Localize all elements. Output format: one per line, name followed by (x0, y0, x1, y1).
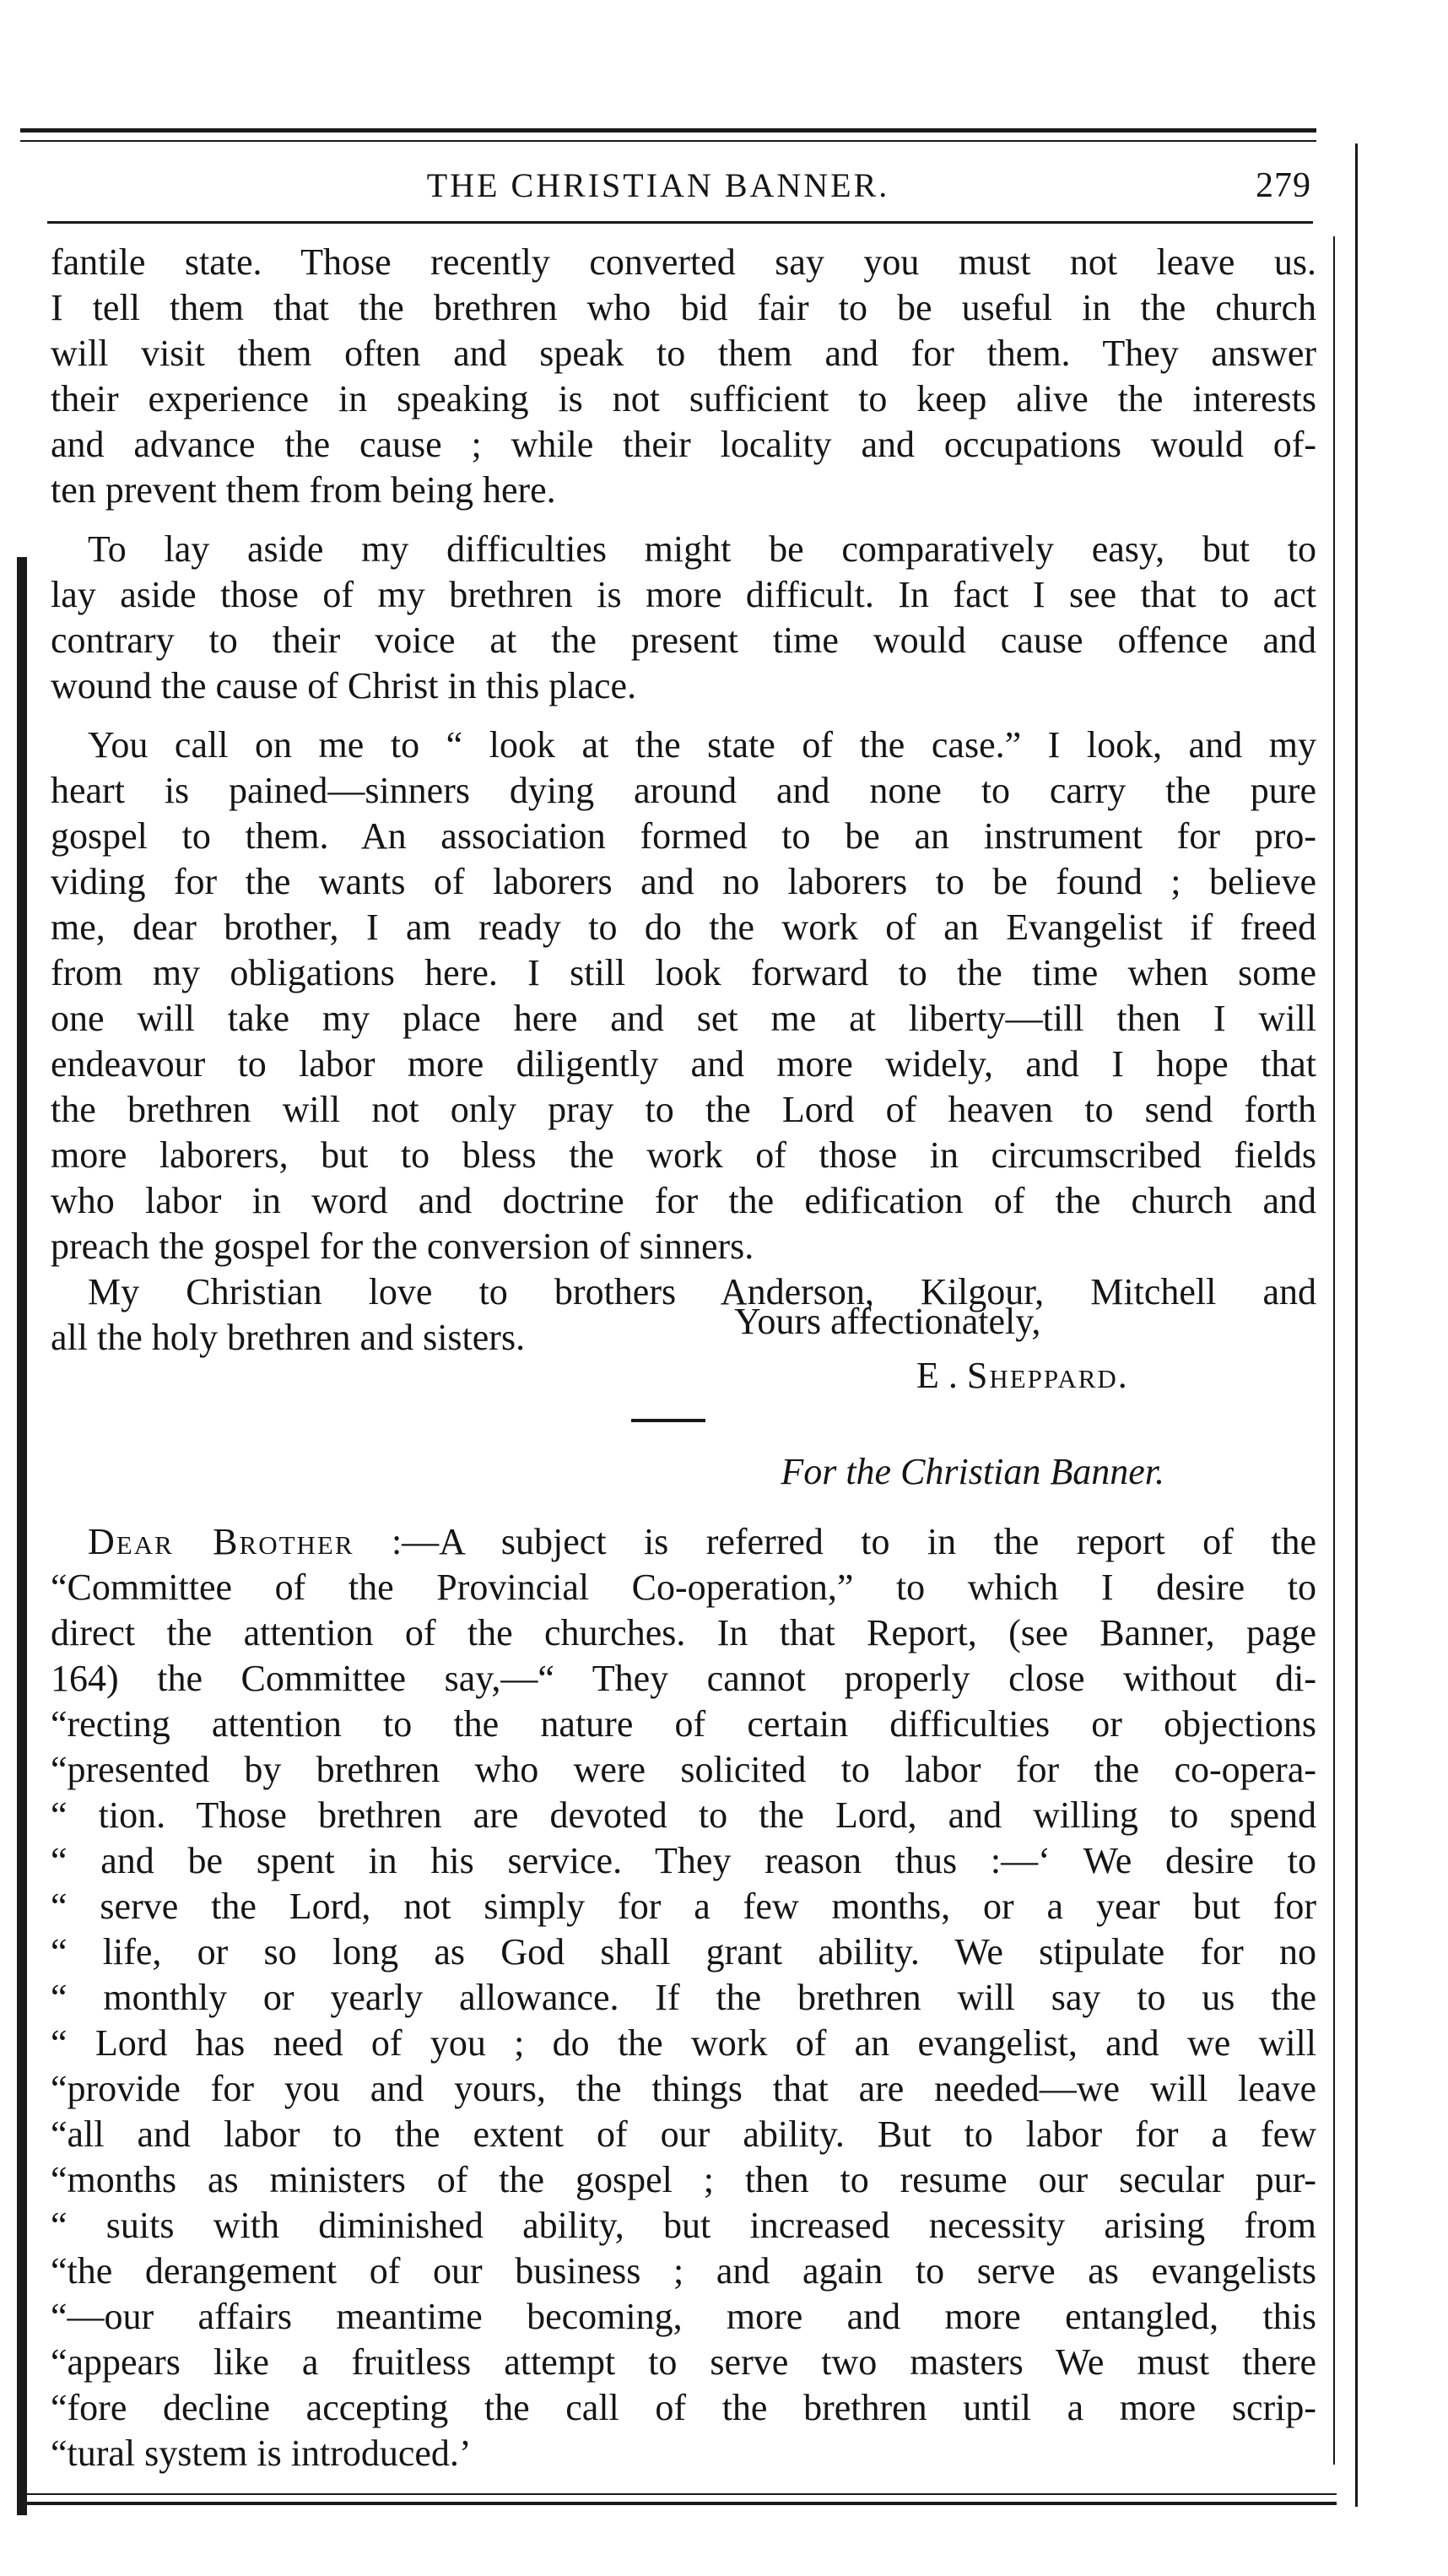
text-line: preach the gospel for the conversion of sinners. (51, 1226, 754, 1267)
right-margin-rule-outer (1355, 143, 1358, 2507)
signature-name: Sheppard. (966, 1355, 1129, 1396)
text-line: “provide for you and yours, the things that are needed—we will leave (51, 2068, 1316, 2109)
text-line: I tell them that the brethren who bid fair to be useful in the church (51, 287, 1316, 328)
text-line: one will take my place here and set me at liberty—till then I will (51, 998, 1316, 1039)
salutation: Dear Brother (88, 1521, 354, 1562)
signature (916, 1354, 1129, 1397)
text-line: who labor in word and doctrine for the edification of the church and (51, 1180, 1316, 1221)
text-line: “presented by brethren who were solicited to labor for the co-opera- (51, 1749, 1316, 1790)
text-line: You call on me to “ look at the state of the case.” I look, and my (88, 724, 1316, 766)
text-line: viding for the wants of laborers and no laborers to be found ; believe (51, 861, 1316, 902)
section-divider (631, 1419, 705, 1422)
text-line: their experience in speaking is not sufficient to keep alive the interests (51, 378, 1316, 419)
text-line: “ and be spent in his service. They reason thus :—‘ We desire to (51, 1840, 1316, 1881)
text-line: contrary to their voice at the present time would cause offence and (51, 620, 1316, 661)
bottom-rule-thick (20, 2502, 1337, 2505)
text-line: the brethren will not only pray to the Lord of heaven to send forth (51, 1089, 1316, 1130)
text-line: “all and labor to the extent of our ability. But to labor for a few (51, 2113, 1316, 2155)
text-line: “appears like a fruitless attempt to serve two masters We must there (51, 2341, 1316, 2383)
running-head: THE CHRISTIAN BANNER. (426, 166, 890, 204)
text-line: “ monthly or yearly allowance. If the brethren will say to us the (51, 1977, 1316, 2018)
text-line: from my obligations here. I still look forward to the time when some (51, 952, 1316, 993)
text-line: wound the cause of Christ in this place. (51, 665, 637, 706)
text-line: fantile state. Those recently converted say you must not leave us. (51, 241, 1316, 283)
text-line: lay aside those of my brethren is more difficult. In fact I see that to act (51, 574, 1316, 615)
text-line: “months as ministers of the gospel ; then to resume our secular pur- (51, 2159, 1316, 2200)
header-rule (47, 221, 1313, 224)
text-line: gospel to them. An association formed to be an instrument for pro- (51, 815, 1316, 857)
text-line: direct the attention of the churches. In that Report, (see Banner, page (51, 1612, 1316, 1653)
page-number: 279 (1256, 166, 1311, 205)
closing: Yours affectionately, (734, 1301, 1041, 1342)
text-line: and advance the cause ; while their locality and occupations would of- (51, 424, 1316, 465)
letter-two-body (51, 1519, 1316, 2476)
text-line: 164) the Committee say,—“ They cannot properly close without di- (51, 1658, 1316, 1699)
text-line: “ suits with diminished ability, but increased necessity arising from (51, 2205, 1316, 2246)
bottom-rule-thin (20, 2493, 1337, 2495)
text-line: “ serve the Lord, not simply for a few months, or a year but for (51, 1886, 1316, 1927)
text-line: all the holy brethren and sisters. (51, 1317, 526, 1358)
text-line: “recting attention to the nature of certain difficulties or objections (51, 1703, 1316, 1745)
text-line: “Committee of the Provincial Co-operation,” to which I desire to (51, 1567, 1316, 1608)
letter-one-body (51, 240, 1316, 1361)
text-line: heart is pained—sinners dying around and none to carry the pure (51, 770, 1316, 811)
text-line: will visit them often and speak to them and for them. They answer (51, 333, 1316, 374)
text-line: “fore decline accepting the call of the brethren until a more scrip- (51, 2387, 1316, 2428)
left-margin-band (17, 557, 27, 2515)
text-line: “tural system is introduced.’ (51, 2433, 472, 2474)
text-line: ten prevent them from being here. (51, 469, 556, 511)
text-line: endeavour to labor more diligently and more widely, and I hope that (51, 1043, 1316, 1085)
text-line: “—our affairs meantime becoming, more and more entangled, this (51, 2296, 1316, 2337)
text-line: “ tion. Those brethren are devoted to the Lord, and willing to spend (51, 1794, 1316, 1836)
section-heading: For the Christian Banner. (781, 1451, 1164, 1492)
text-line: “the derangement of our business ; and again to serve as evangelists (51, 2250, 1316, 2292)
text-line: me, dear brother, I am ready to do the work of an Evangelist if freed (51, 906, 1316, 948)
text-line: My Christian love to brothers Anderson, Kilgour, Mitchell and (88, 1271, 1316, 1312)
signature-initial: E . (916, 1355, 958, 1396)
text-line: To lay aside my difficulties might be comparatively easy, but to (88, 528, 1316, 570)
text-line: “ Lord has need of you ; do the work of an evangelist, and we will (51, 2022, 1316, 2064)
salutation-continuation: :—A subject is referred to in the report of the (391, 1521, 1316, 1562)
right-margin-rule-inner (1333, 236, 1335, 2465)
top-rule-thin (20, 140, 1316, 142)
text-line (51, 1519, 1316, 1565)
text-line: “ life, or so long as God shall grant ability. We stipulate for no (51, 1931, 1316, 1973)
top-rule-thick (20, 128, 1316, 133)
text-line: more laborers, but to bless the work of those in circumscribed fields (51, 1134, 1316, 1176)
